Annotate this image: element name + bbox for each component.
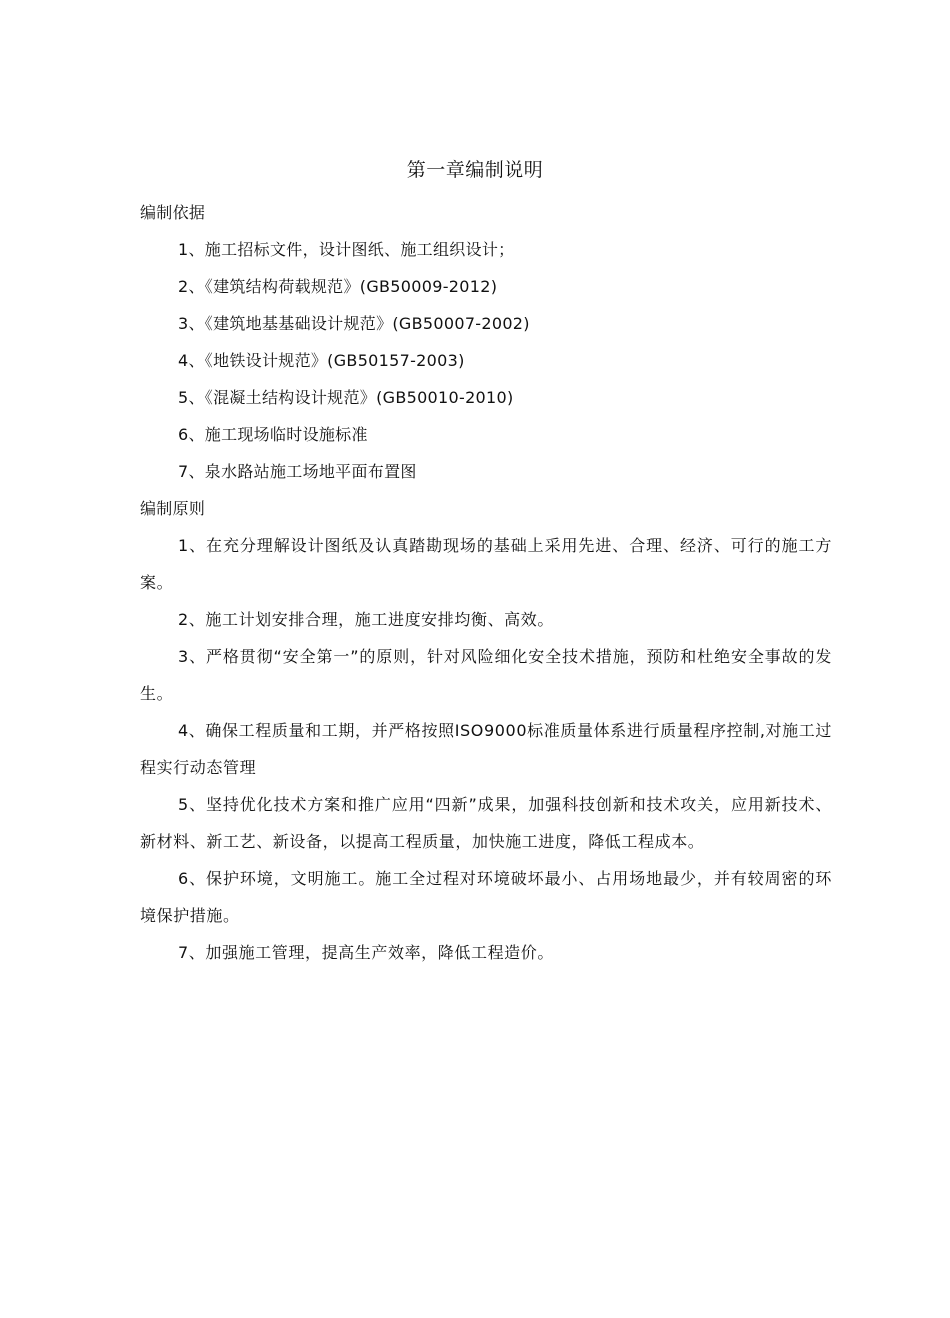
principle-item: 7、加强施工管理，提高生产效率，降低工程造价。 xyxy=(178,943,554,962)
basis-item: 7、泉水路站施工场地平面布置图 xyxy=(178,462,417,481)
principles-heading: 编制原则 xyxy=(140,499,206,518)
principle-item: 1、在充分理解设计图纸及认真踏勘现场的基础上采用先进、合理、经济、可行的施工方案。 xyxy=(140,536,832,592)
principle-item: 2、施工计划安排合理，施工进度安排均衡、高效。 xyxy=(178,610,554,629)
principle-item: 6、保护环境，文明施工。施工全过程对环境破坏最小、占用场地最少，并有较周密的环境保护措施。 xyxy=(140,869,832,925)
document-body xyxy=(140,194,832,971)
basis-item: 1、施工招标文件，设计图纸、施工组织设计； xyxy=(178,240,515,259)
principle-item: 5、坚持优化技术方案和推广应用“四新”成果，加强科技创新和技术攻关，应用新技术、新材料、新工艺、新设备，以提高工程质量，加快施工进度，降低工程成本。 xyxy=(140,795,832,851)
principle-item: 4、确保工程质量和工期，并严格按照ISO9000标准质量体系进行质量程序控制,对施工过程实行动态管理 xyxy=(140,721,832,777)
basis-item: 5、《混凝土结构设计规范》(GB50010-2010) xyxy=(178,388,514,407)
basis-item: 2、《建筑结构荷载规范》(GB50009-2012) xyxy=(178,277,498,296)
basis-item: 6、施工现场临时设施标准 xyxy=(178,425,368,444)
basis-item: 3、《建筑地基基础设计规范》(GB50007-2002) xyxy=(178,314,530,333)
basis-item: 4、《地铁设计规范》(GB50157-2003) xyxy=(178,351,465,370)
principle-item: 3、严格贯彻“安全第一”的原则，针对风险细化安全技术措施，预防和杜绝安全事故的发生。 xyxy=(140,647,832,703)
basis-heading: 编制依据 xyxy=(140,203,206,222)
page-title: 第一章编制说明 xyxy=(406,159,544,181)
